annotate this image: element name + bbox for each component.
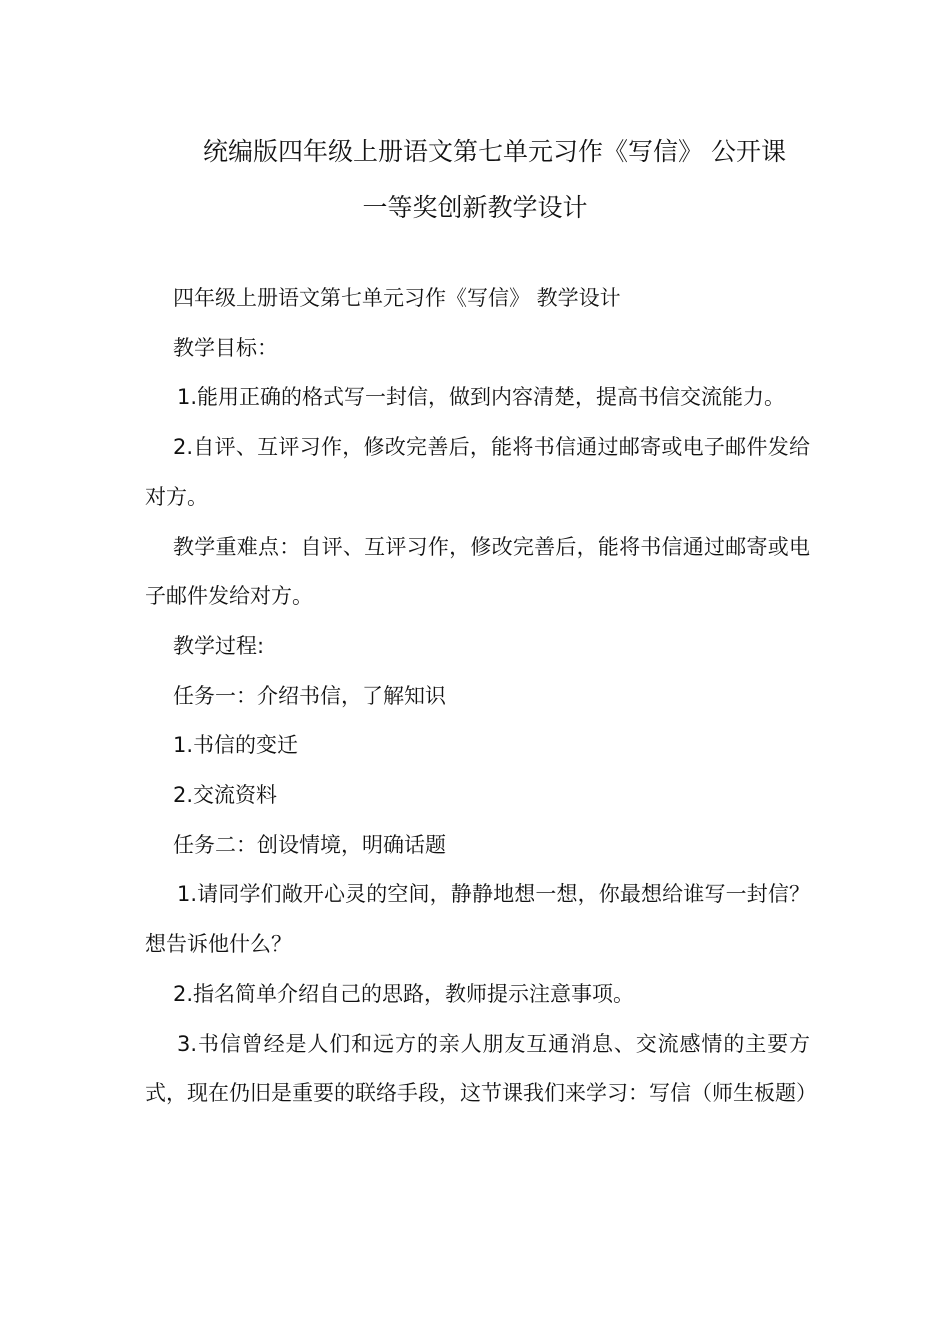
paragraph-process-heading: 教学过程:: [173, 633, 265, 658]
paragraph-subtitle: 四年级上册语文第七单元习作《写信》 教学设计: [173, 286, 621, 310]
paragraph-objective-1: 1.能用正确的格式写一封信，做到内容清楚，提高书信交流能力。: [177, 385, 786, 410]
paragraph-task-2: 任务二：创设情境，明确话题: [173, 832, 446, 857]
paragraph-task-2-item-1: 1.请同学们敞开心灵的空间，静静地想一想，你最想给谁写一封信？想告诉他什么？: [145, 882, 810, 957]
paragraph-task-1: 任务一：介绍书信，了解知识: [173, 683, 446, 708]
paragraph-objective-2: 2.自评、互评习作，修改完善后，能将书信通过邮寄或电子邮件发给对方。: [145, 435, 810, 509]
paragraph-task-2-item-3: 3.书信曾经是人们和远方的亲人朋友互通消息、交流感情的主要方式，现在仍旧是重要的联络手段，这节课我们来学习：写信（师生板题）: [145, 1031, 817, 1106]
paragraph-task-1-item-2: 2.交流资料: [173, 783, 278, 808]
title-line-1: 统编版四年级上册语文第七单元习作《写信》 公开课: [203, 137, 786, 166]
document-body: [145, 274, 817, 1119]
title-line-2: 一等奖创新教学设计: [362, 193, 588, 222]
paragraph-task-1-item-1: 1.书信的变迁: [173, 733, 299, 758]
paragraph-task-2-item-2: 2.指名简单介绍自己的思路，教师提示注意事项。: [173, 981, 635, 1006]
document-title: [145, 124, 805, 236]
paragraph-key-points: 教学重难点：自评、互评习作，修改完善后，能将书信通过邮寄或电子邮件发给对方。: [145, 534, 810, 609]
paragraph-objectives-heading: 教学目标：: [173, 335, 278, 360]
